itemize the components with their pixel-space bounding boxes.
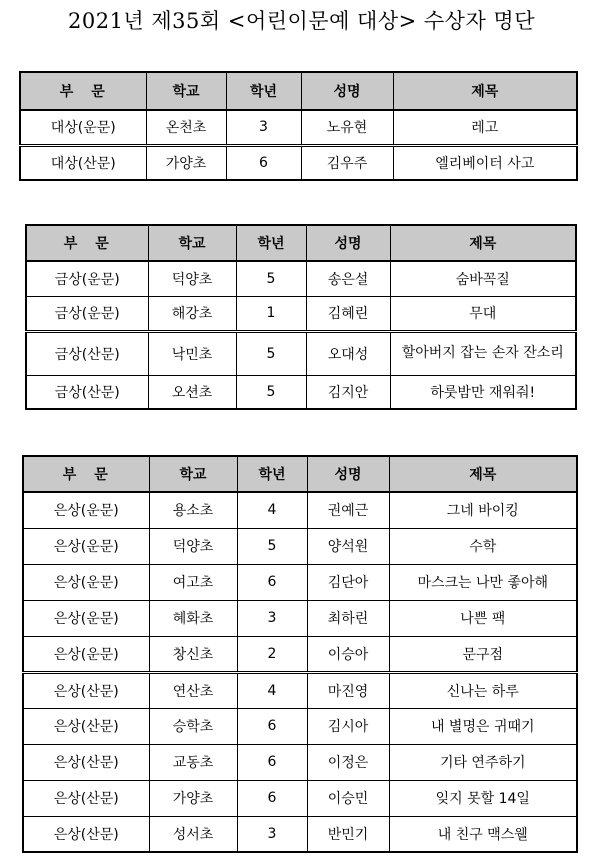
cell-work: 엘리베이터 사고 [393, 145, 577, 180]
header-grade: 학년 [226, 72, 301, 110]
cell-grade: 4 [237, 672, 307, 708]
cell-grade: 6 [237, 780, 307, 816]
cell-grade: 3 [226, 110, 301, 145]
cell-school: 가양초 [149, 780, 237, 816]
cell-work: 나쁜 팩 [389, 600, 577, 636]
table-row [23, 708, 577, 744]
cell-grade: 3 [237, 816, 307, 852]
table-header-row [26, 225, 576, 261]
cell-work: 잊지 못할 14일 [389, 780, 577, 816]
cell-school: 창신초 [149, 636, 237, 672]
table-row [23, 492, 577, 528]
cell-name: 김지안 [306, 375, 390, 409]
cell-school: 용소초 [149, 492, 237, 528]
table-header-row [23, 456, 577, 492]
header-name: 성명 [301, 72, 393, 110]
cell-name: 권예근 [307, 492, 389, 528]
cell-name: 이정은 [307, 744, 389, 780]
cell-name: 김우주 [301, 145, 393, 180]
cell-dept: 은상(운문) [23, 636, 149, 672]
table-row [23, 564, 577, 600]
cell-work: 문구점 [389, 636, 577, 672]
cell-work: 하룻밤만 재워줘! [390, 375, 576, 409]
table-row [23, 600, 577, 636]
cell-name: 이승아 [307, 636, 389, 672]
cell-work: 신나는 하루 [389, 672, 577, 708]
cell-grade: 5 [236, 331, 306, 375]
gold-prize-table [25, 224, 577, 410]
cell-grade: 5 [236, 375, 306, 409]
cell-work: 마스크는 나만 좋아해 [389, 564, 577, 600]
cell-school: 덕양초 [149, 528, 237, 564]
cell-school: 온천초 [146, 110, 226, 145]
table-row [26, 331, 576, 375]
header-dept: 부 문 [20, 72, 146, 110]
cell-name: 오대성 [306, 331, 390, 375]
cell-grade: 6 [226, 145, 301, 180]
cell-name: 송은설 [306, 261, 390, 296]
cell-name: 이승민 [307, 780, 389, 816]
cell-dept: 은상(산문) [23, 816, 149, 852]
table-row [23, 636, 577, 672]
cell-name: 마진영 [307, 672, 389, 708]
cell-dept: 은상(산문) [23, 708, 149, 744]
header-grade: 학년 [236, 225, 306, 261]
table-row [20, 145, 577, 180]
cell-name: 김단아 [307, 564, 389, 600]
table-header-row [20, 72, 577, 110]
cell-dept: 은상(운문) [23, 564, 149, 600]
header-work: 제목 [393, 72, 577, 110]
cell-school: 낙민초 [148, 331, 236, 375]
cell-grade: 3 [237, 600, 307, 636]
cell-work: 숨바꼭질 [390, 261, 576, 296]
table-row [20, 110, 577, 145]
cell-dept: 은상(산문) [23, 780, 149, 816]
cell-grade: 2 [237, 636, 307, 672]
cell-work: 수학 [389, 528, 577, 564]
cell-grade: 5 [237, 528, 307, 564]
cell-work: 할아버지 잡는 손자 잔소리 [390, 331, 576, 375]
cell-name: 최하린 [307, 600, 389, 636]
cell-dept: 은상(운문) [23, 492, 149, 528]
table-row [26, 261, 576, 296]
cell-name: 노유현 [301, 110, 393, 145]
silver-prize-table [22, 455, 578, 853]
header-grade: 학년 [237, 456, 307, 492]
cell-name: 김시아 [307, 708, 389, 744]
cell-dept: 금상(운문) [26, 296, 148, 331]
cell-work: 그네 바이킹 [389, 492, 577, 528]
cell-dept: 금상(운문) [26, 261, 148, 296]
cell-dept: 은상(운문) [23, 600, 149, 636]
header-work: 제목 [390, 225, 576, 261]
cell-school: 성서초 [149, 816, 237, 852]
cell-school: 여고초 [149, 564, 237, 600]
cell-dept: 대상(산문) [20, 145, 146, 180]
grand-prize-table [19, 71, 578, 181]
table-row [23, 780, 577, 816]
cell-grade: 4 [237, 492, 307, 528]
header-work: 제목 [389, 456, 577, 492]
cell-school: 연산초 [149, 672, 237, 708]
header-school: 학교 [149, 456, 237, 492]
header-dept: 부 문 [26, 225, 148, 261]
cell-school: 가양초 [146, 145, 226, 180]
header-dept: 부 문 [23, 456, 149, 492]
table-row [26, 296, 576, 331]
header-school: 학교 [146, 72, 226, 110]
cell-dept: 은상(산문) [23, 672, 149, 708]
cell-grade: 6 [237, 708, 307, 744]
cell-school: 해강초 [148, 296, 236, 331]
cell-grade: 5 [236, 261, 306, 296]
cell-work: 내 친구 맥스웰 [389, 816, 577, 852]
cell-school: 혜화초 [149, 600, 237, 636]
cell-grade: 1 [236, 296, 306, 331]
table-row [23, 528, 577, 564]
cell-dept: 대상(운문) [20, 110, 146, 145]
table-row [23, 672, 577, 708]
table-row [26, 375, 576, 409]
page-title: 2021년 제35회 <어린이문예 대상> 수상자 명단 [67, 9, 536, 33]
table-row [23, 744, 577, 780]
cell-dept: 은상(산문) [23, 744, 149, 780]
cell-work: 레고 [393, 110, 577, 145]
cell-dept: 금상(산문) [26, 331, 148, 375]
cell-work: 내 별명은 귀때기 [389, 708, 577, 744]
header-name: 성명 [306, 225, 390, 261]
cell-work: 무대 [390, 296, 576, 331]
cell-grade: 6 [237, 744, 307, 780]
header-school: 학교 [148, 225, 236, 261]
cell-dept: 금상(산문) [26, 375, 148, 409]
cell-grade: 6 [237, 564, 307, 600]
header-name: 성명 [307, 456, 389, 492]
cell-school: 교동초 [149, 744, 237, 780]
cell-school: 승학초 [149, 708, 237, 744]
cell-dept: 은상(운문) [23, 528, 149, 564]
cell-school: 덕양초 [148, 261, 236, 296]
cell-name: 반민기 [307, 816, 389, 852]
table-row [23, 816, 577, 852]
cell-school: 오션초 [148, 375, 236, 409]
cell-name: 김혜린 [306, 296, 390, 331]
cell-name: 양석원 [307, 528, 389, 564]
cell-work: 기타 연주하기 [389, 744, 577, 780]
